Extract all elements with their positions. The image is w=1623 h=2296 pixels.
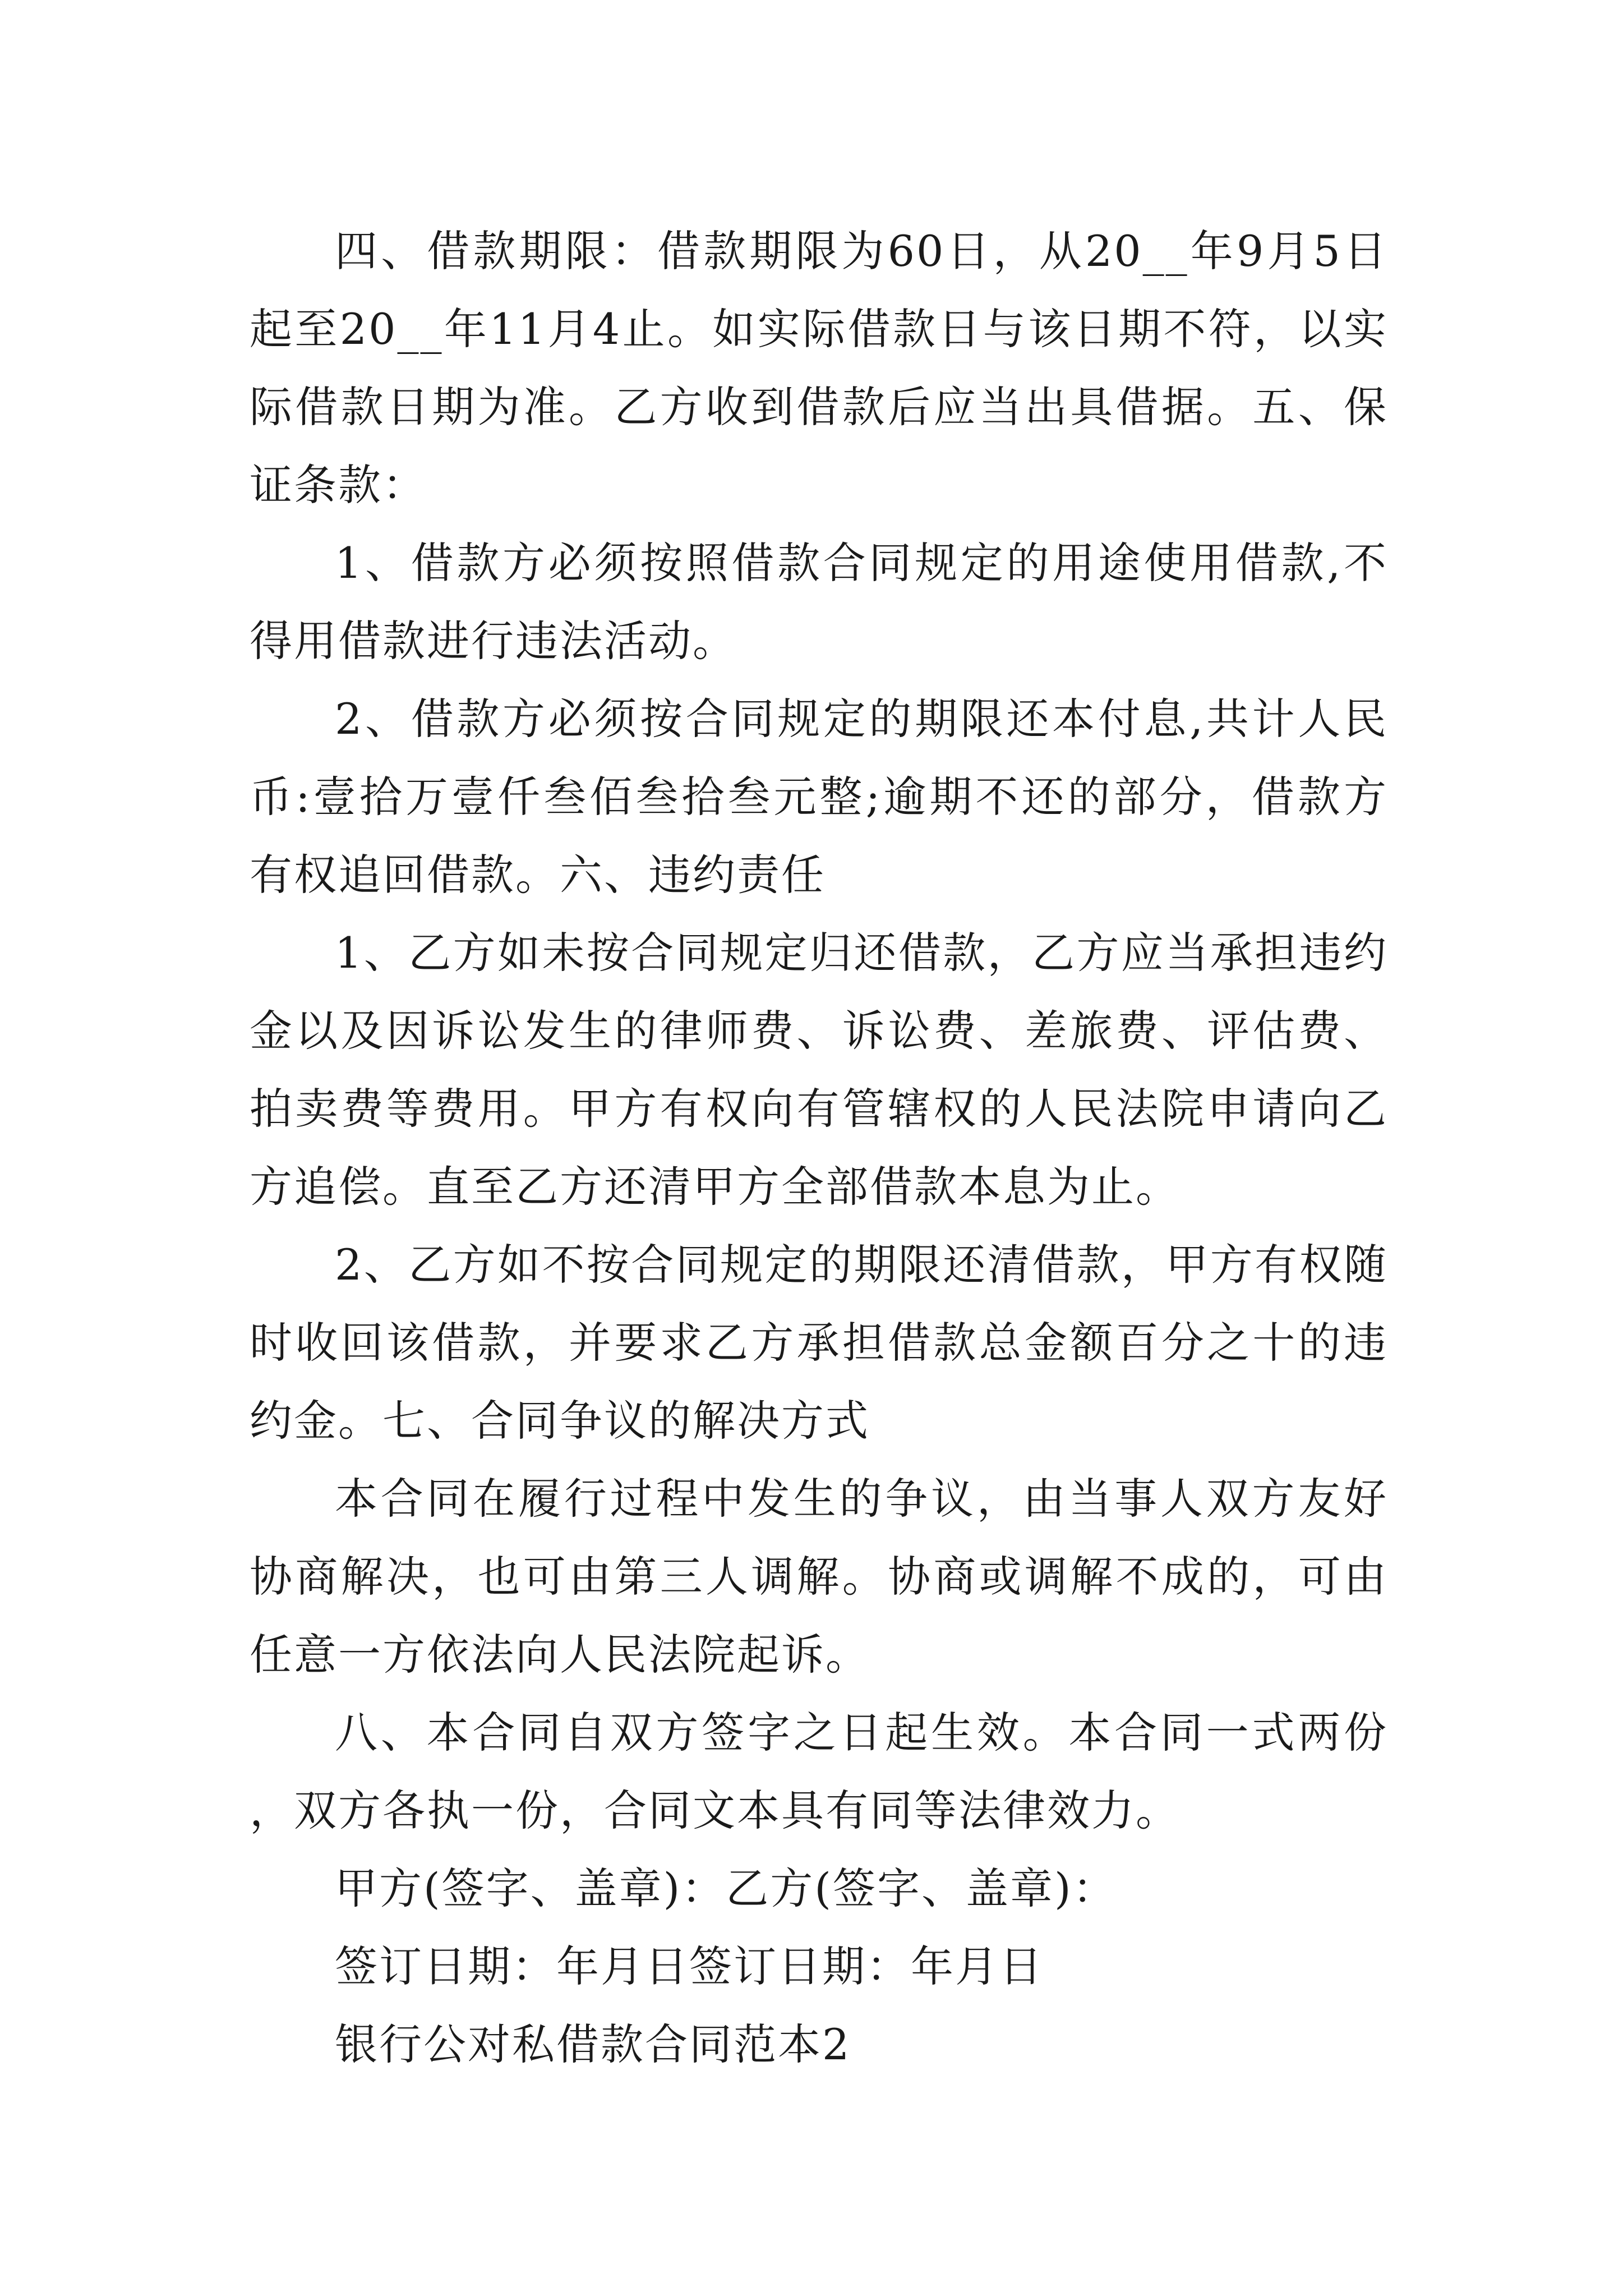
paragraph-liability-clause-2: 2、乙方如不按合同规定的期限还清借款，甲方有权随时收回该借款，并要求乙方承担借款总金额百分之十的违约金。七、合同争议的解决方式 bbox=[250, 1240, 1388, 1446]
paragraph-effectiveness: 八、本合同自双方签字之日起生效。本合同一式两份，双方各执一份，合同文本具有同等法律效力。 bbox=[250, 1708, 1388, 1835]
paragraph-liability-clause-1: 1、乙方如未按合同规定归还借款，乙方应当承担违约金以及因诉讼发生的律师费、诉讼费、差旅费、评估费、拍卖费等费用。甲方有权向有管辖权的人民法院申请向乙方追偿。直至乙方还清甲方全部借款本息为止。 bbox=[250, 928, 1388, 1212]
signing-date-line: 签订日期：年月日签订日期：年月日 bbox=[335, 1941, 1044, 1991]
paragraph-guarantee-clause-1: 1、借款方必须按照借款合同规定的用途使用借款,不得用借款进行违法活动。 bbox=[250, 538, 1388, 666]
paragraph-guarantee-clause-2: 2、借款方必须按合同规定的期限还本付息,共计人民币:壹拾万壹仟叁佰叁拾叁元整;逾期不还的部分，借款方有权追回借款。六、违约责任 bbox=[250, 694, 1388, 900]
document-body bbox=[250, 212, 1388, 2083]
signature-line: 甲方(签字、盖章)：乙方(签字、盖章)： bbox=[335, 1864, 1117, 1913]
next-section-title: 银行公对私借款合同范本2 bbox=[335, 2019, 851, 2069]
paragraph-dispute-resolution: 本合同在履行过程中发生的争议，由当事人双方友好协商解决，也可由第三人调解。协商或调解不成的，可由任意一方依法向人民法院起诉。 bbox=[250, 1474, 1388, 1680]
paragraph-loan-term: 四、借款期限：借款期限为60日，从20__年9月5日起至20__年11月4止。如实际借款日与该日期不符，以实际借款日期为准。乙方收到借款后应当出具借据。五、保证条款： bbox=[250, 226, 1388, 510]
